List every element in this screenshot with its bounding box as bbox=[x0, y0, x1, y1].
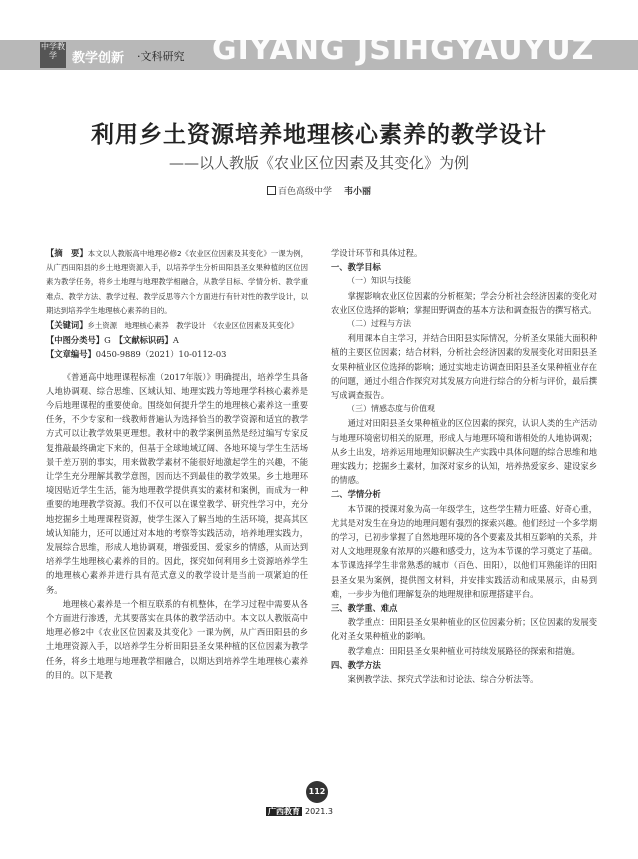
body-paragraph: 《普通高中地理课程标准（2017年版）》明确提出，培养学生具备人地协调观、综合思维、区域认知、地理实践力等地理学科核心素养是今后地理课程的重要使命。围绕如何提升学生的地理核心素养这一重要任务，不少专家和一线教师普遍认为选择恰当的教学资源和适宜的教学方式可以让教学效果更理想。教材中的教学案例虽然是经过编写专家反复推敲最终确定下来的，但基于全球地域辽阔、各地环境与学生生活场景千差万别的事实，用来做教学素材不能很好地激起学生的兴趣，不能让学生充分理解其教学意图，因而达不到最佳的教学效果。乡土地理环境因贴近学生生活，能为地理教学提供真实的素材和案例，而成为一种重要的地理教学资源。我们不仅可以在课堂教学、研究性学习中，充分地挖掘乡土地理课程资源，使学生深入了解当地的生活环境，提高其区域认知能力，还可以通过对本地的考察等实践活动，培养地理实践力，发展综合思维，形成人地协调观，增强爱国、爱家乡的情感，从而达到培养学生地理核心素养的目的。因此，探究如何利用乡土资源培养学生的地理核心素养并进行具有范式意义的教学设计是当前一项紧迫的任务。 bbox=[46, 371, 308, 595]
article-number-label: 【文章编号】 bbox=[46, 349, 96, 360]
section-heading: 一、教学目标 bbox=[331, 262, 381, 273]
page-number: 112 bbox=[306, 781, 328, 803]
body-paragraph: 通过对田阳县圣女果种植业的区位因素的探究，认识人类的生产活动与地理环境密切相关的原理，形成人与地理环境和谐相处的人地协调观；从乡土出发，培养运用地理知识解决生产实践中具体问题的综合思维和地理实践力；挖掘乡土素材，加深对家乡的认知，培养热爱家乡、建设家乡的情感。 bbox=[331, 418, 597, 486]
article-number bbox=[46, 347, 308, 361]
affiliation-box-icon bbox=[267, 186, 276, 195]
body-paragraph: 教学重点：田阳县圣女果种植业的区位因素分析；区位因素的发展变化对圣女果种植业的影响。 bbox=[331, 617, 597, 642]
keywords-label: 【关键词】 bbox=[46, 320, 88, 331]
issue: 2021.3 bbox=[305, 807, 333, 816]
spacer bbox=[46, 362, 308, 370]
clc-label: 【中图分类号】 bbox=[46, 335, 105, 346]
footer bbox=[266, 806, 333, 817]
journal-logo: 中学教学 bbox=[40, 42, 66, 68]
section-heading: 三、教学重、难点 bbox=[331, 603, 398, 614]
doc-code-value: A bbox=[172, 335, 179, 346]
abstract bbox=[46, 246, 308, 318]
body-paragraph: 地理核心素养是一个相互联系的有机整体，在学习过程中需要从各个方面进行渗透，尤其要落实在具体的教学活动中。本文以人教版高中地理必修2中《农业区位因素及其变化》一课为例，从广西田阳县的乡土地理资源入手，以培养学生分析田阳县圣女果种植的区位因素为教学任务，将乡土地理与地理教学相融合，以期达到培养学生地理核心素养的目的。以下是教 bbox=[46, 598, 308, 680]
body-paragraph: 学设计环节和具体过程。 bbox=[331, 248, 423, 258]
article-subtitle: ——以人教版《农业区位因素及其变化》为例 bbox=[168, 154, 469, 172]
subsection-heading: （三）情感态度与价值观 bbox=[347, 404, 435, 414]
body-paragraph: 利用课本自主学习，并结合田阳县实际情况，分析圣女果能大面积种植的主要区位因素；结合材料，分析社会经济因素的发展变化对田阳县圣女果种植业区位选择的影响；通过实地走访调查田阳县圣女果种植业存在的问题，通过小组合作探究对其发展方向进行综合的分析与评价，最后撰写成调查报告。 bbox=[331, 333, 597, 401]
section-heading: 二、学情分析 bbox=[331, 489, 381, 500]
author-name: 韦小丽 bbox=[344, 187, 372, 197]
section-heading: 四、教学方法 bbox=[331, 659, 381, 670]
body-paragraph: 案例教学法、探究式学法和讨论法、综合分析法等。 bbox=[347, 674, 539, 685]
subsection-heading: （二）过程与方法 bbox=[347, 319, 411, 329]
keywords bbox=[46, 318, 308, 333]
subsection-heading: （一）知识与技能 bbox=[347, 276, 411, 286]
right-column bbox=[331, 246, 597, 686]
article-title: 利用乡土资源培养地理核心素养的教学设计 bbox=[91, 121, 547, 148]
column-name: 教学创新 bbox=[72, 51, 125, 66]
journal-name: 广西教育 bbox=[268, 807, 300, 816]
body-paragraph: 掌握影响农业区位因素的分析框架；学会分析社会经济因素的变化对农业区位选择的影响；掌握田野调查的基本方法和调查报告的撰写格式。 bbox=[331, 290, 597, 315]
article-number-value: 0450-9889（2021）10-0112-03 bbox=[95, 349, 227, 360]
abstract-label: 【摘 要】 bbox=[46, 248, 88, 258]
body-paragraph: 本节课的授课对象为高一年级学生，这些学生精力旺盛、好奇心重，尤其是对发生在身边的地理问题有强烈的探索兴趣。他们经过一个多学期的学习，已初步掌握了自然地理环境的各个要素及其相互影响的关系，并对人文地理现象有浓厚的兴趣和感受力，这为本节课的学习奠定了基础。本节课选择学生非常熟悉的城市（百色、田阳），以他们耳熟能详的田阳县圣女果为案例，提供图文材料，并安排实践活动和成果展示，由易到难，一步步为他们理解复杂的地理规律和原理搭建平台。 bbox=[331, 503, 597, 599]
abstract-text: 本文以人教版高中地理必修2《农业区位因素及其变化》一课为例，从广西田阳县的乡土地理资源入手，以培养学生分析田阳县圣女果种植的区位因素为教学任务，将乡土地理与地理教学相融合，从教学目标、学情分析、教学重难点、教学方法、教学过程、教学反思等六个方面进行有针对性的教学设计，以期达到培养学生地理核心素养的目的。 bbox=[46, 249, 308, 315]
doc-code-label: 【文献标识码】 bbox=[114, 335, 173, 346]
classification bbox=[46, 333, 308, 347]
affiliation: 百色高级中学 bbox=[277, 187, 332, 197]
left-column bbox=[46, 246, 308, 682]
section-name: ·文科研究 bbox=[137, 50, 185, 63]
author-line bbox=[0, 184, 638, 197]
body-paragraph: 教学难点：田阳县圣女果种植业可持续发展路径的探索和措施。 bbox=[347, 645, 580, 656]
column-pinyin: GIYANG JSIHGYAUYUZ bbox=[212, 32, 595, 67]
keywords-text: 乡土资源 地理核心素养 教学设计 《农业区位因素及其变化》 bbox=[87, 321, 299, 331]
clc-value: G bbox=[104, 335, 111, 346]
